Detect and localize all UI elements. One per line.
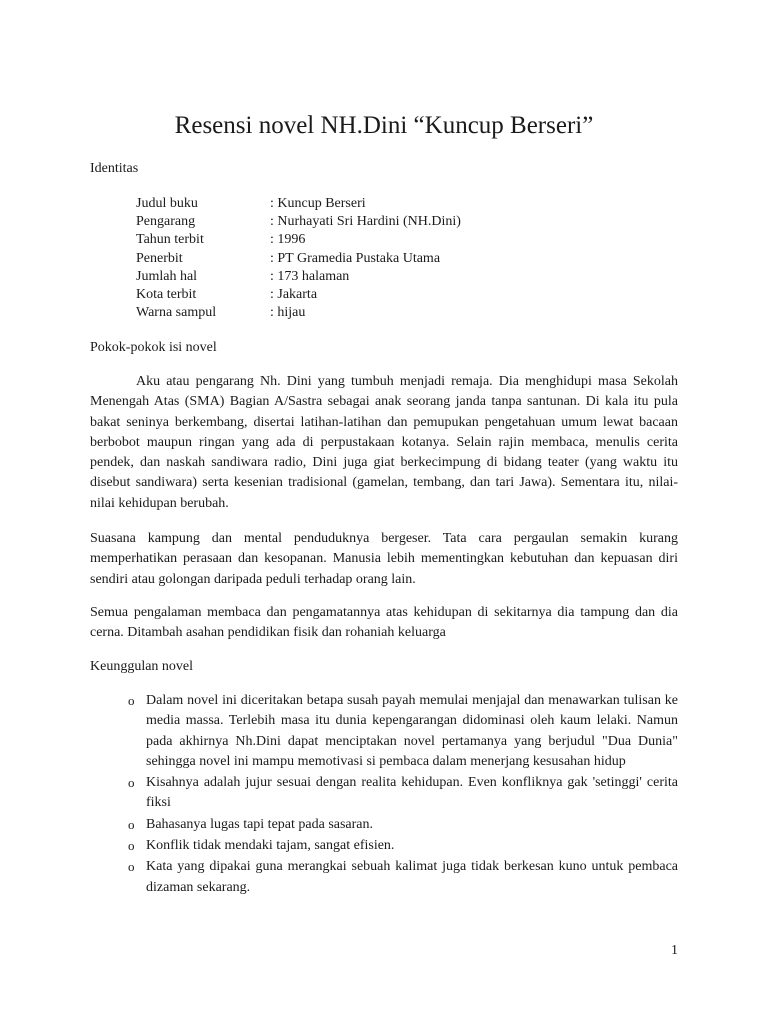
identitas-value: : Jakarta [270, 287, 318, 303]
keunggulan-list [90, 691, 678, 899]
pokok-heading: Pokok-pokok isi novel [90, 340, 217, 355]
list-item-text: Bahasanya lugas tapi tepat pada sasaran. [146, 816, 374, 832]
paragraph: Semua pengalaman membaca dan pengamatannya atas kehidupan di sekitarnya dia tampung dan dia cerna. Ditambah asahan pendidikan fisik dan rohaniah keluarga [90, 605, 678, 641]
identitas-value: : hijau [270, 305, 306, 321]
list-item [90, 857, 678, 898]
list-item [90, 815, 678, 835]
identitas-value: : 173 halaman [270, 268, 350, 284]
paragraph: Suasana kampung dan mental penduduknya bergeser. Tata cara pergaulan semakin kurang memperhatikan perasaan dan kesopanan. Manusia lebih mementingkan kebutuhan dan kepuasan diri sendiri atau golongan daripada peduli terhadap orang lain. [90, 531, 678, 587]
list-item-text: Kisahnya adalah jujur sesuai dengan realita kehidupan. Even konfliknya gak 'setinggi' cerita fiksi [146, 775, 678, 811]
list-item-text: Kata yang dipakai guna merangkai sebuah kalimat juga tidak berkesan kuno untuk pembaca dizaman sekarang. [146, 859, 678, 895]
identitas-row [136, 213, 461, 231]
identitas-label: Jumlah hal [136, 268, 198, 284]
identitas-label: Penerbit [136, 250, 183, 266]
identitas-value: : PT Gramedia Pustaka Utama [270, 250, 441, 266]
identitas-label: Pengarang [136, 214, 196, 230]
list-item [90, 836, 678, 856]
list-item [90, 691, 678, 772]
bullet-icon: o [128, 838, 135, 854]
list-item-text: Dalam novel ini diceritakan betapa susah payah memulai menjajal dan menawarkan tulisan ke media massa. Terlebih masa itu dunia kepengarangan didominasi oleh kaum lelaki. Namun pada akhirnya Nh.Dini dapat menciptakan novel pertamanya yang berjudul "Dua Dunia" sehingga novel ini mampu memotivasi si pembaca dalam menerjang kesusahan hidup [146, 693, 678, 769]
bullet-icon: o [128, 693, 135, 708]
identitas-row [136, 268, 461, 286]
bullet-icon: o [128, 859, 135, 875]
identitas-row [136, 304, 461, 322]
paragraph: Aku atau pengarang Nh. Dini yang tumbuh menjadi remaja. Dia menghidupi masa Sekolah Menengah Atas (SMA) Bagian A/Sastra sebagai anak seorang janda tanpa santunan. Di kala itu pula bakat seninya berkembang, disertai latihan-latihan dan pemupukan pengetahuan umum lewat bacaan berbobot maupun ringan yang ada di perpustakaan kotanya. Selain rajin membaca, menulis cerita pendek, dan naskah sandiwara radio, Dini juga giat berkecimpung di bidang teater (yang waktu itu disebut sandiwara) serta kesenian tradisional (gamelan, tembang, dan tari Jawa). Sementara itu, nilai-nilai kehidupan berubah. [90, 374, 678, 511]
list-item [90, 773, 678, 814]
identitas-label: Kota terbit [136, 287, 197, 303]
identitas-row [136, 195, 461, 213]
identitas-value: : Kuncup Berseri [270, 196, 366, 211]
identitas-value: : Nurhayati Sri Hardini (NH.Dini) [270, 214, 461, 230]
identitas-row [136, 231, 461, 249]
bullet-icon: o [128, 816, 135, 832]
page-title: Resensi novel NH.Dini “Kuncup Berseri” [174, 112, 594, 139]
identitas-label: Tahun terbit [136, 232, 204, 248]
identitas-heading: Identitas [90, 161, 139, 176]
identitas-label: Judul buku [136, 196, 198, 211]
identitas-table [136, 195, 461, 322]
page-number: 1 [671, 943, 678, 958]
identitas-row [136, 286, 461, 304]
list-item-text: Konflik tidak mendaki tajam, sangat efisien. [146, 838, 395, 854]
identitas-label: Warna sampul [136, 305, 217, 321]
bullet-icon: o [128, 775, 135, 791]
identitas-row [136, 250, 461, 268]
identitas-value: : 1996 [270, 232, 306, 248]
keunggulan-heading: Keunggulan novel [90, 659, 194, 674]
